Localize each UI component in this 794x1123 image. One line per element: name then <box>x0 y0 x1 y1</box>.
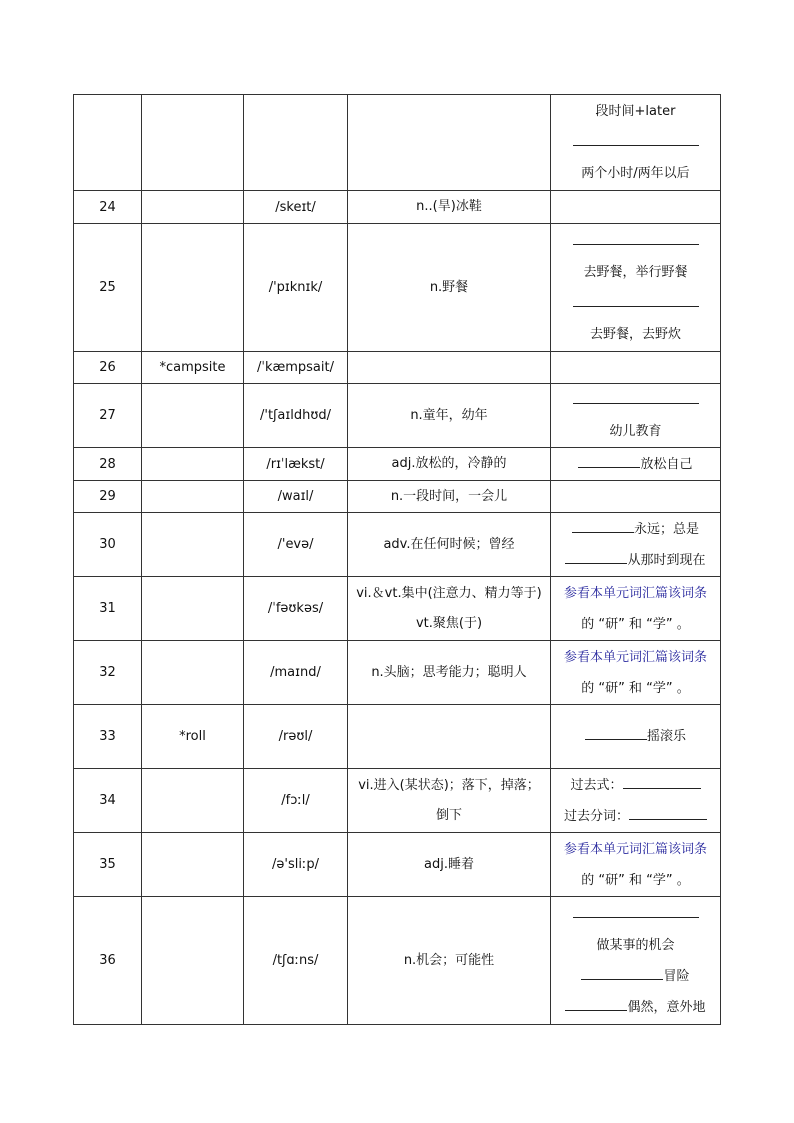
meaning-text: 倒下 <box>435 807 462 823</box>
row-number-cell: 25 <box>74 224 142 352</box>
reference-note: 参看本单元词汇篇该词条 <box>563 585 707 601</box>
table-row <box>74 769 721 833</box>
word-cell <box>142 448 244 481</box>
word-cell: *campsite <box>142 352 244 384</box>
meaning-text: n.童年，幼年 <box>410 407 488 423</box>
fill-in-blank[interactable] <box>581 965 663 980</box>
phonetic-cell: /tʃɑːns/ <box>244 897 348 1025</box>
meaning-cell <box>348 384 551 448</box>
labeled-blank <box>551 770 720 801</box>
table-row <box>74 448 721 481</box>
extension-text: 做某事的机会 <box>596 937 675 953</box>
table-row <box>74 513 721 577</box>
meaning-cell <box>348 897 551 1025</box>
fill-in-blank[interactable] <box>578 453 640 468</box>
fill-in-blank[interactable] <box>573 230 699 245</box>
blank-line <box>551 226 720 257</box>
extension-text: 永远；总是 <box>633 521 699 537</box>
row-number-cell: 28 <box>74 448 142 481</box>
table-row <box>74 481 721 513</box>
extension-text: 去野餐，举行野餐 <box>583 264 688 280</box>
meaning-cell <box>348 481 551 513</box>
extension-text: 去野餐，去野炊 <box>589 326 681 342</box>
word-cell <box>142 224 244 352</box>
word-cell: *roll <box>142 705 244 769</box>
blank-line <box>551 127 720 158</box>
row-number-cell: 35 <box>74 833 142 897</box>
meaning-cell <box>348 641 551 705</box>
row-number-cell <box>74 95 142 191</box>
table-row <box>74 384 721 448</box>
table-row <box>74 705 721 769</box>
meaning-text: adj.放松的，冷静的 <box>391 456 507 471</box>
meaning-text: adj.睡着 <box>424 856 474 872</box>
vocabulary-table <box>73 94 721 1025</box>
word-cell <box>142 833 244 897</box>
fill-in-blank[interactable] <box>573 292 699 307</box>
extension-cell <box>551 95 721 191</box>
meaning-text: vi.进入(某状态)；落下，掉落； <box>358 777 540 793</box>
extension-text: 冒险 <box>663 968 690 984</box>
meaning-text: n.机会；可能性 <box>403 952 495 968</box>
meaning-cell <box>348 95 551 191</box>
extension-cell <box>551 769 721 833</box>
row-number-cell: 26 <box>74 352 142 384</box>
extension-cell <box>551 384 721 448</box>
extension-text: 偶然，意外地 <box>627 999 706 1015</box>
extension-cell <box>551 705 721 769</box>
table-row <box>74 897 721 1025</box>
extension-text: 从那时到现在 <box>627 552 706 568</box>
meaning-cell <box>348 224 551 352</box>
phonetic-cell: /'tʃaɪldhʊd/ <box>244 384 348 448</box>
word-cell <box>142 641 244 705</box>
extension-cell <box>551 224 721 352</box>
extension-cell <box>551 191 721 224</box>
phonetic-cell: /'evə/ <box>244 513 348 577</box>
blank-with-text <box>551 449 720 480</box>
fill-in-blank[interactable] <box>629 805 707 820</box>
word-cell <box>142 481 244 513</box>
phonetic-cell: /'pɪknɪk/ <box>244 224 348 352</box>
meaning-text: vt.聚焦(于) <box>415 615 483 631</box>
word-cell <box>142 95 244 191</box>
row-number-cell: 24 <box>74 191 142 224</box>
extension-text: 摇滚乐 <box>646 729 686 744</box>
row-number-cell: 30 <box>74 513 142 577</box>
fill-in-blank[interactable] <box>573 131 699 146</box>
meaning-text: n.一段时间，一会儿 <box>390 488 508 504</box>
extension-cell <box>551 513 721 577</box>
meaning-cell <box>348 352 551 384</box>
table-row <box>74 191 721 224</box>
blank-with-text <box>551 992 720 1023</box>
fill-in-blank[interactable] <box>573 389 699 404</box>
fill-in-blank[interactable] <box>573 903 699 918</box>
table-row <box>74 224 721 352</box>
extension-cell <box>551 577 721 641</box>
meaning-cell <box>348 769 551 833</box>
phonetic-cell: /ə'sliːp/ <box>244 833 348 897</box>
meaning-text: adv.在任何时候；曾经 <box>383 536 515 552</box>
extension-label: 过去式： <box>570 777 623 793</box>
blank-line <box>551 899 720 930</box>
reference-note-continued: 的 “研” 和 “学” 。 <box>581 680 690 696</box>
meaning-text: n..(旱)冰鞋 <box>416 199 482 214</box>
reference-note: 参看本单元词汇篇该词条 <box>563 841 707 857</box>
word-cell <box>142 897 244 1025</box>
phonetic-cell: /maɪnd/ <box>244 641 348 705</box>
phonetic-cell: /ˈfəʊkəs/ <box>244 577 348 641</box>
blank-with-text <box>551 545 720 576</box>
fill-in-blank[interactable] <box>565 996 627 1011</box>
reference-note-continued: 的 “研” 和 “学” 。 <box>581 616 690 632</box>
row-number-cell: 36 <box>74 897 142 1025</box>
extension-text: 放松自己 <box>640 456 693 472</box>
meaning-text: vi.＆vt.集中(注意力、精力等于) <box>356 585 542 601</box>
blank-line <box>551 385 720 416</box>
extension-cell <box>551 641 721 705</box>
extension-label: 过去分词： <box>563 808 629 824</box>
labeled-blank <box>551 801 720 832</box>
word-cell <box>142 384 244 448</box>
blank-with-text <box>551 514 720 545</box>
meaning-cell <box>348 448 551 481</box>
row-number-cell: 31 <box>74 577 142 641</box>
phonetic-cell: /ˈkæmpsait/ <box>244 352 348 384</box>
fill-in-blank[interactable] <box>585 725 647 740</box>
extension-text: 段时间+later <box>595 104 676 119</box>
reference-note: 参看本单元词汇篇该词条 <box>563 649 707 665</box>
extension-cell <box>551 448 721 481</box>
phonetic-cell: /rəʊl/ <box>244 705 348 769</box>
blank-with-text <box>551 721 720 752</box>
extension-text: 幼儿教育 <box>609 423 662 439</box>
meaning-text: n.野餐 <box>429 279 469 295</box>
fill-in-blank[interactable] <box>565 549 627 564</box>
meaning-cell <box>348 577 551 641</box>
word-cell <box>142 577 244 641</box>
extension-cell <box>551 481 721 513</box>
extension-cell <box>551 352 721 384</box>
meaning-cell <box>348 191 551 224</box>
phonetic-cell: /waɪl/ <box>244 481 348 513</box>
meaning-cell <box>348 833 551 897</box>
word-cell <box>142 513 244 577</box>
phonetic-cell <box>244 95 348 191</box>
fill-in-blank[interactable] <box>623 774 701 789</box>
word-cell <box>142 769 244 833</box>
blank-line <box>551 288 720 319</box>
table-row <box>74 95 721 191</box>
phonetic-cell: /skeɪt/ <box>244 191 348 224</box>
phonetic-cell: /fɔːl/ <box>244 769 348 833</box>
reference-note-continued: 的 “研” 和 “学” 。 <box>581 872 690 888</box>
vocabulary-table-body <box>74 95 721 1025</box>
fill-in-blank[interactable] <box>572 518 634 533</box>
meaning-text: n.头脑；思考能力；聪明人 <box>371 664 527 680</box>
phonetic-cell: /rɪˈlækst/ <box>244 448 348 481</box>
meaning-cell <box>348 513 551 577</box>
table-row <box>74 833 721 897</box>
row-number-cell: 34 <box>74 769 142 833</box>
row-number-cell: 27 <box>74 384 142 448</box>
blank-with-text <box>551 961 720 992</box>
table-row <box>74 577 721 641</box>
table-row <box>74 352 721 384</box>
table-row <box>74 641 721 705</box>
row-number-cell: 29 <box>74 481 142 513</box>
extension-text: 两个小时/两年以后 <box>581 166 690 181</box>
extension-cell <box>551 833 721 897</box>
word-cell <box>142 191 244 224</box>
row-number-cell: 32 <box>74 641 142 705</box>
row-number-cell: 33 <box>74 705 142 769</box>
extension-cell <box>551 897 721 1025</box>
meaning-cell <box>348 705 551 769</box>
